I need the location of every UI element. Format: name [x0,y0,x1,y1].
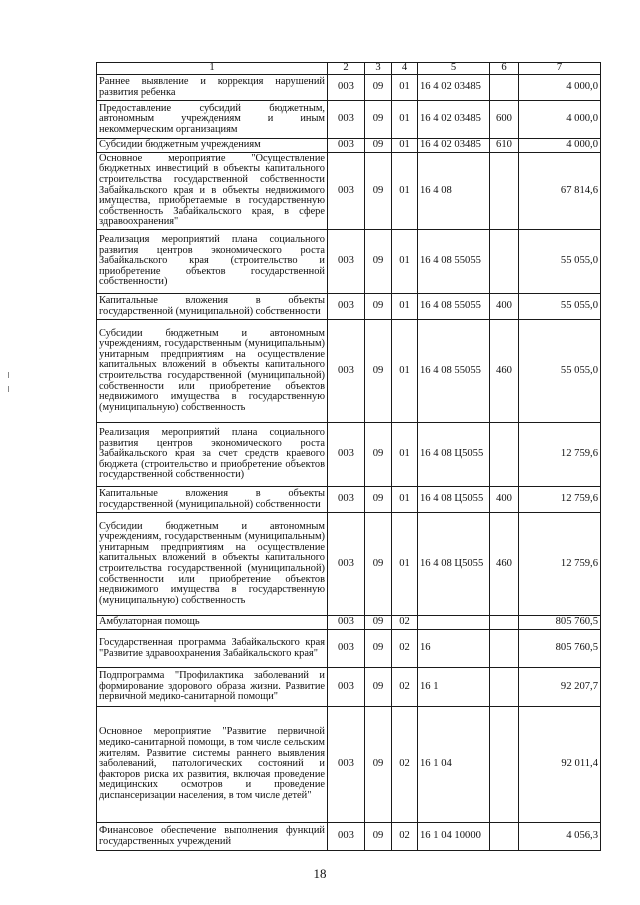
row-expense-type [490,230,519,294]
row-admin-code: 003 [328,230,365,294]
row-subsection: 01 [392,152,418,229]
scan-mark [8,372,9,378]
row-target-article: 16 4 08 Ц5055 [418,487,490,513]
table-row [97,139,601,153]
row-target-article: 16 4 08 55055 [418,230,490,294]
row-admin-code: 003 [328,152,365,229]
row-amount: 67 814,6 [519,152,601,229]
table-row [97,152,601,229]
row-section: 09 [365,75,392,101]
row-name: Основное мероприятие "Развитие первичной медико-санитарной помощи, в том числе сельским жителям. Развитие системы раннего выявления заболеваний, патологических состояний и факторов риска их развития, включая проведение медицинских осмотров и проведение диспансеризации населения, в том числе детей" [97,707,328,823]
row-section: 09 [365,707,392,823]
row-amount: 55 055,0 [519,230,601,294]
table-row [97,294,601,320]
row-name: Финансовое обеспечение выполнения функций государственных учреждений [97,823,328,851]
row-target-article: 16 1 04 10000 [418,823,490,851]
row-expense-type: 400 [490,294,519,320]
row-amount: 12 759,6 [519,513,601,616]
row-section: 09 [365,152,392,229]
table-row [97,230,601,294]
row-subsection: 01 [392,487,418,513]
row-admin-code: 003 [328,101,365,139]
row-section: 09 [365,487,392,513]
row-admin-code: 003 [328,75,365,101]
row-expense-type: 460 [490,320,519,423]
row-subsection: 01 [392,513,418,616]
header-row [97,63,601,75]
row-admin-code: 003 [328,707,365,823]
row-name: Раннее выявление и коррекция нарушений развития ребенка [97,75,328,101]
row-amount: 12 759,6 [519,487,601,513]
table-row [97,513,601,616]
row-subsection: 01 [392,75,418,101]
row-section: 09 [365,630,392,668]
row-admin-code: 003 [328,668,365,707]
table-row [97,616,601,630]
row-target-article: 16 1 [418,668,490,707]
row-amount: 55 055,0 [519,294,601,320]
row-target-article: 16 4 08 55055 [418,294,490,320]
table-row [97,487,601,513]
row-expense-type [490,823,519,851]
row-section: 09 [365,139,392,153]
row-subsection: 01 [392,230,418,294]
row-expense-type [490,616,519,630]
row-target-article: 16 4 02 03485 [418,101,490,139]
row-admin-code: 003 [328,423,365,487]
header-col-1: 1 [97,63,328,75]
row-name: Реализация мероприятий плана социального развития центров экономического роста Забайкальского края за счет средств краевого бюджета (строительство и приобретение объектов государственной собственности) [97,423,328,487]
row-section: 09 [365,513,392,616]
row-target-article: 16 4 08 [418,152,490,229]
row-amount: 92 011,4 [519,707,601,823]
row-target-article: 16 1 04 [418,707,490,823]
table-row [97,668,601,707]
header-col-4: 4 [392,63,418,75]
table-row [97,101,601,139]
table-row [97,320,601,423]
row-admin-code: 003 [328,487,365,513]
row-amount: 805 760,5 [519,630,601,668]
row-amount: 4 000,0 [519,75,601,101]
row-expense-type [490,668,519,707]
row-section: 09 [365,823,392,851]
header-col-6: 6 [490,63,519,75]
row-name: Предоставление субсидий бюджетным, автономным учреждениям и иным некоммерческим организациям [97,101,328,139]
row-section: 09 [365,101,392,139]
row-subsection: 02 [392,630,418,668]
row-name: Субсидии бюджетным учреждениям [97,139,328,153]
row-admin-code: 003 [328,630,365,668]
row-name: Основное мероприятие "Осуществление бюджетных инвестиций в объекты капитального строительства государственной собственности Забайкальского края и в объекты недвижимого имущества, приобретаемые в государственную собственность Забайкальского края, в сфере здравоохранения" [97,152,328,229]
row-admin-code: 003 [328,294,365,320]
row-amount: 92 207,7 [519,668,601,707]
header-col-2: 2 [328,63,365,75]
table-row [97,630,601,668]
row-amount: 4 056,3 [519,823,601,851]
row-subsection: 02 [392,823,418,851]
row-subsection: 01 [392,294,418,320]
row-expense-type [490,423,519,487]
header-col-7: 7 [519,63,601,75]
row-section: 09 [365,294,392,320]
row-name: Субсидии бюджетным и автономным учреждениям, государственным (муниципальным) унитарным предприятиям на осуществление капитальных вложений в объекты капитального строительства государственной (муниципальной) собственности или приобретение объектов недвижимого имущества в государственную (муниципальную) собственность [97,513,328,616]
row-name: Государственная программа Забайкальского края "Развитие здравоохранения Забайкальского края" [97,630,328,668]
row-name: Капитальные вложения в объекты государственной (муниципальной) собственности [97,294,328,320]
header-col-5: 5 [418,63,490,75]
row-section: 09 [365,320,392,423]
row-subsection: 02 [392,707,418,823]
row-expense-type: 460 [490,513,519,616]
row-admin-code: 003 [328,616,365,630]
row-name: Реализация мероприятий плана социального развития центров экономического роста Забайкальского края (строительство и приобретение объектов государственной собственности) [97,230,328,294]
row-name: Подпрограмма "Профилактика заболеваний и формирование здорового образа жизни. Развитие первичной медико-санитарной помощи" [97,668,328,707]
row-subsection: 01 [392,139,418,153]
table-row [97,75,601,101]
row-admin-code: 003 [328,823,365,851]
row-name: Капитальные вложения в объекты государственной (муниципальной) собственности [97,487,328,513]
row-section: 09 [365,230,392,294]
row-subsection: 01 [392,423,418,487]
budget-table [96,62,601,851]
row-target-article: 16 4 08 Ц5055 [418,513,490,616]
row-name: Субсидии бюджетным и автономным учреждениям, государственным (муниципальным) унитарным предприятиям на осуществление капитальных вложений в объекты капитального строительства государственной (муниципальной) собственности или приобретение объектов недвижимого имущества в государственную (муниципальную) собственность [97,320,328,423]
row-subsection: 01 [392,101,418,139]
row-amount: 12 759,6 [519,423,601,487]
row-target-article: 16 [418,630,490,668]
row-amount: 55 055,0 [519,320,601,423]
row-amount: 805 760,5 [519,616,601,630]
row-target-article: 16 4 08 55055 [418,320,490,423]
header-col-3: 3 [365,63,392,75]
row-expense-type [490,707,519,823]
row-target-article [418,616,490,630]
row-expense-type: 400 [490,487,519,513]
row-target-article: 16 4 08 Ц5055 [418,423,490,487]
row-amount: 4 000,0 [519,101,601,139]
row-expense-type [490,630,519,668]
row-amount: 4 000,0 [519,139,601,153]
row-expense-type: 610 [490,139,519,153]
table-row [97,823,601,851]
row-section: 09 [365,668,392,707]
row-section: 09 [365,423,392,487]
row-target-article: 16 4 02 03485 [418,75,490,101]
row-subsection: 02 [392,668,418,707]
row-admin-code: 003 [328,513,365,616]
table-row [97,423,601,487]
row-expense-type [490,75,519,101]
row-subsection: 02 [392,616,418,630]
row-admin-code: 003 [328,139,365,153]
table-row [97,707,601,823]
row-name: Амбулаторная помощь [97,616,328,630]
row-target-article: 16 4 02 03485 [418,139,490,153]
page-number: 18 [313,866,327,881]
row-section: 09 [365,616,392,630]
row-expense-type [490,152,519,229]
row-admin-code: 003 [328,320,365,423]
row-expense-type: 600 [490,101,519,139]
row-subsection: 01 [392,320,418,423]
scan-mark [8,386,9,392]
